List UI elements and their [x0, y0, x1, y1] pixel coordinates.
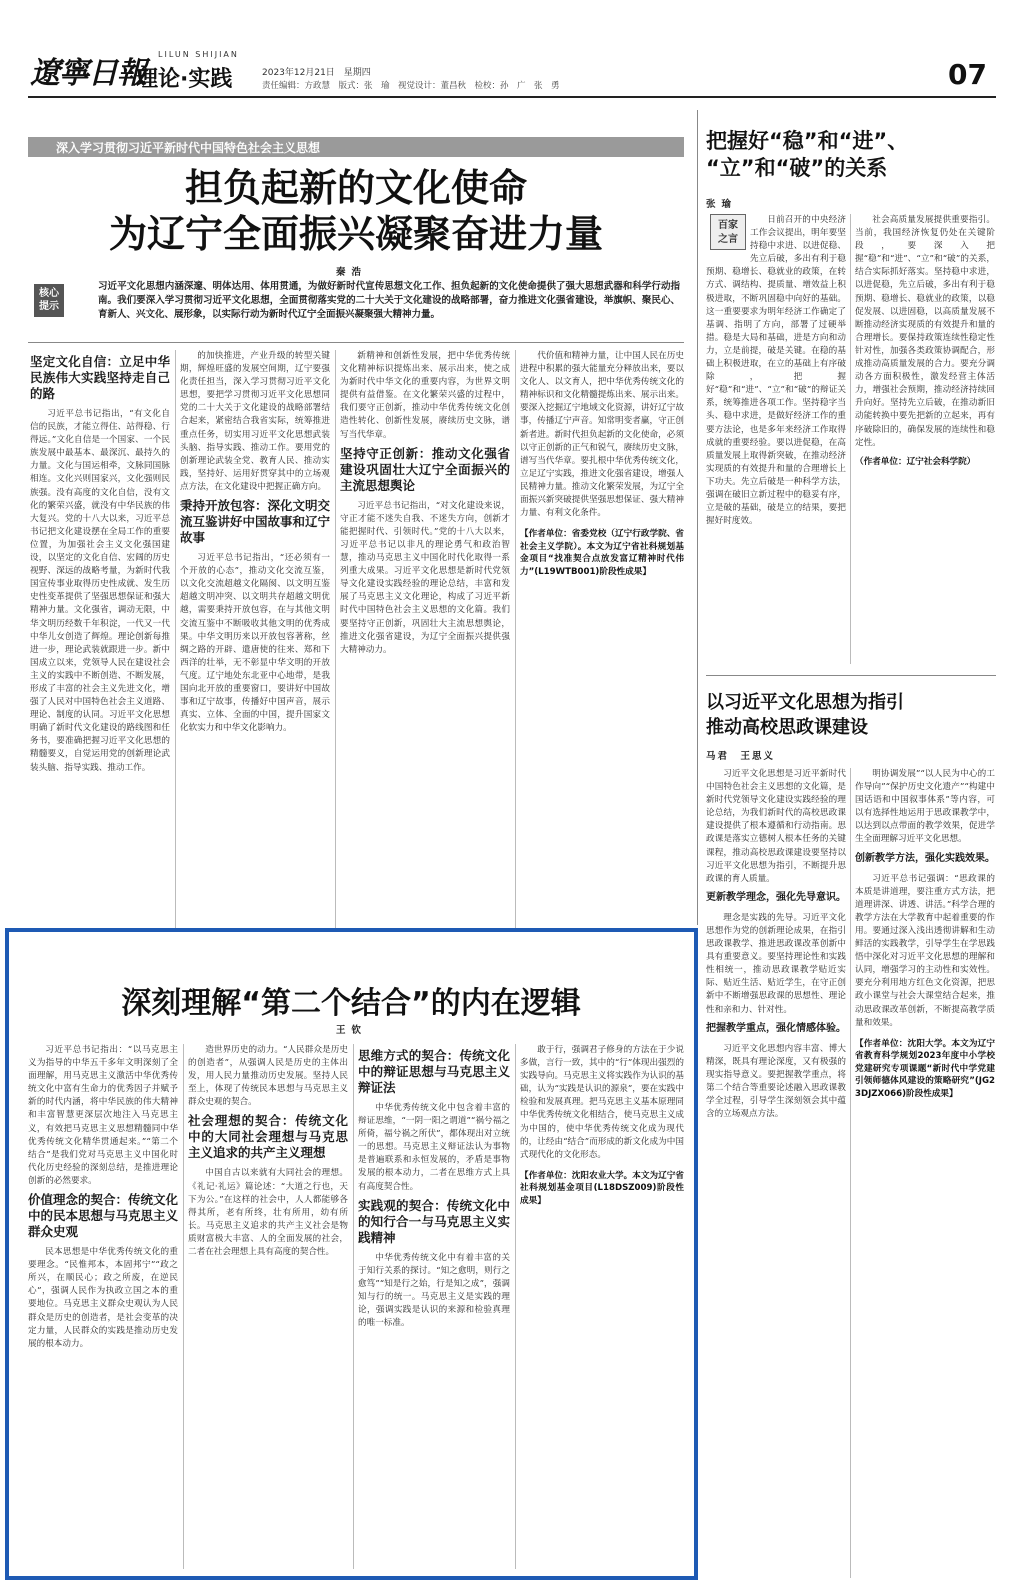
column-tag-line1: 百家 [718, 220, 738, 231]
main-col-3 [340, 350, 510, 930]
summary-rule [28, 342, 684, 343]
right-col-1 [706, 214, 846, 664]
second-col-1b-text: 民本思想是中华优秀传统文化的重要理念。“民惟邦本，本固邦宁”“政之所兴，在顺民心；政之所废，在逆民心”，强调人民作为执政立国之本的重要地位。马克思主义群众史观认为人民群众是历史的创造者，是社会变革的决定力量，人民群众的实践是推动历史发展的根本动力。 [28, 1247, 178, 1349]
second-col-3b-text: 中华优秀传统文化中有着丰富的关于知行关系的探讨。“知之愈明，则行之愈笃”“知是行之始，行是知之成”，强调知与行的统一。马克思主义是实践的理论，强调实践是认识的来源和检验真理的唯一标准。 [358, 1252, 510, 1329]
tag-spacer [706, 214, 750, 254]
right-col-1-text: 日前召开的中央经济工作会议提出，明年要坚持稳中求进、以进促稳、先立后破，多出有利于稳预期、稳增长、稳就业的政策，在转方式、调结构、提质量、增效益上积极进取，不断巩固稳中向好的基础。这一重要要求为明年经济工作确定了基调、指明了方向，部署了过硬举措。稳是大局和基础，进是方向和动力，立是前提，破是关键。在稳的基础上积极进取，在立的基础上有序破除，把握好“稳”和“进”、“立”和“破”的辩证关系，统筹推进各项工作。坚持稳字当头、稳中求进，是做好经济工作的重要方法论，也是多年来经济工作取得成就的重要经验。要以进促稳，在高质量发展上取得新突破，在推动经济实现质的有效提升和量的合理增长上下功夫。先立后破是一种科学方法，强调在破旧立新过程中的稳妥有序，立是破的基础，破是立的结果，要把握好时度效。 [706, 215, 846, 527]
second-col-2b-text: 中国自古以来就有大同社会的理想。《礼记·礼运》篇论述：“大道之行也，天下为公。”在这样的社会中，人人都能够各得其所，老有所终，壮有所用，幼有所长。马克思主义追求的共产主义社会是物质财富极大丰富、人的全面发展的社会，二者在社会理想上具有高度的契合性。 [188, 1168, 348, 1258]
right-title-line2: “立”和“破”的关系 [706, 156, 888, 180]
kicker-text: 深入学习贯彻习近平新时代中国特色社会主义思想 [56, 141, 321, 155]
right-title [706, 128, 1006, 182]
kicker-bar [28, 137, 684, 157]
divider [353, 1044, 354, 1569]
right2-col-1-text: 习近平文化思想是习近平新时代中国特色社会主义思想的文化篇，是新时代党领导文化建设实践经验的理论总结，为我们新时代的高校思政课建设提供了根本遵循和行动指南。思政课是落实立德树人根本任务的关键课程，推动高校思政课建设要坚持以习近平文化思想为指引，不断提升思政课的育人质量。 [706, 769, 846, 884]
second-col-4 [520, 1044, 684, 1569]
divider [183, 1044, 184, 1569]
right2-title-line2: 推动高校思政课建设 [706, 717, 868, 738]
second-col-1-text: 习近平总书记指出：“以马克思主义为指导的中华五千多年文明深刻了全面理解，用马克思主义激活中华优秀传统文化中富有生命力的优秀因子并赋予新的时代内涵，将中华民族的伟大精神和丰富智慧更深层次地注入马克思主义，有效把马克思主义思想精髓同中华优秀传统文化精华贯通起来。”“第二个结合”是我们党对马克思主义中国化时代化历史经验的深刻总结，是推进理论创新的必然要求。 [28, 1045, 178, 1186]
main-subhead-1: 坚定文化自信：立足中华民族伟大实践坚持走自己的路 [30, 354, 170, 401]
right-col-2-text: 社会高质量发展提供重要指引。当前，我国经济恢复仍处在关键阶段，要深入把握“稳”和“进”、“立”和“破”的关系，结合实际抓好落实。坚持稳中求进，以进促稳，先立后破，多出有利于稳预期、稳增长、稳就业的政策，以稳促发展、以进固稳，以高质量发展不断推动经济实现质的有效提升和量的合理增长。要保持政策连续性稳定性针对性，加强各类政策协调配合，形成推动高质量发展的合力。要充分调动各方面积极性，激发经营主体活力，增强社会预期，推动经济持续回升向好。坚持先立后破，在推动新旧动能转换中要先把新的立起来，再有序破除旧的，确保发展的连续性和稳定性。 [855, 215, 995, 448]
main-author: 秦浩 [336, 267, 368, 278]
right2-col-1b-text: 理念是实践的先导。习近平文化思想作为党的创新理论成果，在指引思政课教学、推进思政课改革创新中具有重要意义。要坚持理论性和实践性相统一，推动思政课教学贴近实际、贴近生活、贴近学生，在守正创新中不断增强思政课的思想性、理论性和亲和力、针对性。 [706, 912, 846, 1015]
page-divider [697, 110, 698, 925]
right2-authors: 马君 王思义 [706, 751, 776, 762]
core-tag-line2: 提示 [39, 301, 59, 312]
main-col-2a-text: 的加快推进，产业升级的转型关键期，辉煌旺盛的发展空间期，辽宁要强化责任担当，深入学习贯彻习近平文化思想，要把学习贯彻习近平文化思想同党的二十大关于文化建设的战略部署结合起来，紧密结合我省实际，统筹推进重点任务，切实用习近平文化思想武装头脑、指导实践、推动工作。要用党的创新理论武装全党、教育人民、推动实践，坚持好、运用好贯穿其中的立场观点方法，在文化建设中把握正确方向。 [180, 351, 330, 492]
section-pinyin: LILUN SHIJIAN [158, 50, 239, 59]
main-author-note: 【作者单位：省委党校（辽宁行政学院、省社会主义学院）。本文为辽宁省社科规划基金项目“找准契合点放发富辽精神时代伟力”(L19WTB001)阶段性成果】 [520, 529, 684, 577]
right2-subhead-1: 更新教学理念，强化先导意识。 [706, 891, 846, 903]
page-number: 07 [948, 58, 987, 91]
right2-col-2 [855, 768, 995, 1578]
column-tag-line2: 之言 [718, 234, 738, 245]
main-col-2b-text: 习近平总书记指出，“还必须有一个开放的心态”，推动文化交流互鉴，以文化交流超越文化隔阂、以文明互鉴超越文明冲突、以文明共存超越文明优越，需要秉持开放包容，在与其他文明交流互鉴中不断吸收其他文明的优秀成果。中华文明历来以开放包容著称，丝绸之路的开辟、遣唐使的往来、郑和下西洋的壮举，无不彰显中华文明的开放气度。辽宁地处东北亚中心地带，是我国向北开放的重要窗口，要讲好中国故事和辽宁故事，传播好中国声音，展示真实、立体、全面的中国，提升国家文化软实力和中华文化影响力。 [180, 553, 330, 734]
divider [515, 1044, 516, 1569]
divider [335, 350, 336, 930]
second-author: 王钦 [336, 1025, 368, 1036]
right-author: 张瑜 [706, 199, 738, 210]
main-col-4-text: 代价值和精神力量，让中国人民在历史进程中积累的强大能量充分释放出来，要以文化人、以文育人，把中华优秀传统文化的精神标识和文化精髓提炼出来、展示出来。要深入挖掘辽宁地域文化资源，讲好辽宁故事，传播辽宁声音。知常明变者赢，守正创新者进。新时代担负起新的文化使命，必须以守正创新的正气和锐气，赓续历史文脉，谱写当代华章。要扎根中华优秀传统文化，立足辽宁实践，推进文化强省建设，增强人民精神力量。推动文化繁荣发展，为辽宁全面振兴新突破提供坚强思想保证、强大精神力量、有利文化条件。 [520, 351, 684, 519]
second-col-3-text: 中华优秀传统文化中包含着丰富的辩证思维，“一阴一阳之谓道”“祸兮福之所倚，福兮祸之所伏”，都体现出对立统一的思想。马克思主义辩证法认为事物是普遍联系和永恒发展的，矛盾是事物发展的根本动力，二者在思维方式上具有高度契合性。 [358, 1103, 510, 1192]
second-col-1 [28, 1044, 178, 1569]
date-text: 2023年12月21日 [262, 68, 335, 78]
issue-date [262, 65, 371, 78]
right2-title-line1: 以习近平文化思想为指引 [706, 692, 904, 713]
section-title: 理论·实践 [136, 67, 233, 92]
main-col-4 [520, 350, 684, 930]
second-subhead-3: 思维方式的契合：传统文化中的辩证思想与马克思主义辩证法 [358, 1048, 510, 1095]
right2-subhead-2: 把握教学重点，强化情感体验。 [706, 1022, 846, 1034]
main-subhead-2: 秉持开放包容：深化文明交流互鉴讲好中国故事和辽宁故事 [180, 498, 330, 546]
right-section-rule [706, 675, 996, 676]
main-col-2 [180, 350, 330, 930]
main-subhead-3: 坚持守正创新：推动文化强省建设巩固壮大辽宁全面振兴的主流思想舆论 [340, 445, 510, 493]
core-summary: 习近平文化思想内涵深邃、明体达用、体用贯通，为做好新时代宣传思想文化工作、担负起新的文化使命提供了强大思想武器和科学行动指南。我们要深入学习贯彻习近平文化思想，全面贯彻落实党的二十大关于文化建设的战略部署，奋力推进文化强省建设，举旗帜、聚民心、育新人、兴文化、展形象，以实际行动为新时代辽宁全面振兴凝聚强大精神力量。 [98, 281, 680, 320]
second-subhead-2: 社会理想的契合：传统文化中的大同社会理想与马克思主义追求的共产主义理想 [188, 1113, 348, 1161]
divider [515, 350, 516, 930]
second-col-3 [358, 1044, 510, 1569]
right2-col-1c-text: 习近平文化思想内容丰富、博大精深，既具有理论深度，又有极强的现实指导意义。要把握教学重点，将第二个结合等重要论述融入思政课教学全过程，引导学生深刻领会其中蕴含的立场观点方法。 [706, 1043, 846, 1120]
second-col-2-text: 造世界历史的动力。“人民群众是历史的创造者”，从强调人民是历史的主体出发，用人民力量推动历史发展。坚持人民至上，体现了传统民本思想与马克思主义群众史观的契合。 [188, 1045, 348, 1108]
right2-col-1 [706, 768, 846, 1578]
right2-title [706, 690, 1006, 740]
second-subhead-4: 实践观的契合：传统文化中的知行合一与马克思主义实践精神 [358, 1197, 510, 1245]
second-title: 深刻理解“第二个结合”的内在逻辑 [121, 986, 581, 1021]
main-col-3b-text: 习近平总书记指出，“对文化建设来说，守正才能不迷失自我、不迷失方向，创新才能把握时代、引领时代。”党的十八大以来，习近平总书记以非凡的理论勇气和政治智慧，推动马克思主义中国化时代化取得一系列重大成果。习近平文化思想是新时代党领导文化建设实践经验的理论总结，丰富和发展了马克思主义文化理论，构成了习近平新时代中国特色社会主义思想的文化篇。我们要坚持守正创新，巩固壮大主流思想舆论，推进文化强省建设，为辽宁全面振兴提供强大精神动力。 [340, 500, 510, 655]
masthead [0, 0, 1024, 100]
main-title-line2: 为辽宁全面振兴凝聚奋进力量 [108, 212, 603, 256]
divider [850, 214, 851, 664]
editors-line: 责任编辑：方政慧 版式：张 瑜 视觉设计：董昌秋 检校：孙 广 张 勇 [262, 81, 560, 91]
main-col-3a-text: 新精神和创新性发展，把中华优秀传统文化精神标识提炼出来、展示出来，使之成为新时代中华文化的重要内容，为世界文明提供有益借鉴。在文化繁荣兴盛的过程中，我们要守正创新，推动中华优秀传统文化创造性转化、创新性发展，赓续历史文脉，谱写当代华章。 [340, 351, 510, 440]
second-author-note: 【作者单位：沈阳农业大学。本文为辽宁省社科规划基金项目(L18DSZ009)阶段性成果】 [520, 1170, 684, 1206]
main-title-line1: 担负起新的文化使命 [184, 166, 527, 210]
right2-subhead-3: 创新教学方法，强化实践效果。 [855, 852, 995, 864]
second-col-2 [188, 1044, 348, 1569]
main-col-1-text: 习近平总书记指出，“有文化自信的民族，才能立得住、站得稳、行得远。”文化自信是一个国家、一个民族发展中最基本、最深沉、最持久的力量。文化与国运相牵，文脉同国脉相连。文化兴则国家兴，文化强则民族强。没有高度的文化自信，没有文化的繁荣兴盛，就没有中华民族的伟大复兴。党的十八大以来，习近平总书记把文化建设摆在全局工作的重要位置，为加强社会主义文化强国建设，以坚定的文化自信、宏阔的历史视野、深远的战略考量，为新时代我国宣传事业取得历史性成就、发生历史性变革提供了坚强思想保证和强大精神力量。文化强省，调动无限，中华文明历经数千年积淀，一代又一代中华儿女创造了辉煌。理论创新每推进一步，理论武装就跟进一步。新中国成立以来，党领导人民在建设社会主义的实践中不断创造、不断发展，形成了丰富的社会主义先进文化，增强了人民对中国特色社会主义道路、理论、制度的认同。习近平文化思想明确了新时代文化建设的路线图和任务书，要准确把握习近平文化思想的精髓要义，自觉运用党的创新理论武装头脑、指导实践、推动工作。 [30, 409, 170, 773]
right-author-note: （作者单位：辽宁社会科学院） [855, 456, 976, 467]
right-title-line1: 把握好“稳”和“进”、 [706, 129, 909, 153]
main-col-1 [30, 350, 170, 930]
right-col-2 [855, 214, 995, 664]
masthead-rule [28, 96, 996, 98]
right2-col-2b-text: 习近平总书记强调：“思政课的本质是讲道理，要注重方式方法，把道理讲深、讲透、讲活。”科学合理的教学方法在大学教育中起着重要的作用。要通过深入浅出透彻讲解和生动鲜活的实践教学，引导学生在学思践悟中深化对习近平文化思想的理解和认同，增强学习的主动性和实效性。要充分利用地方红色文化资源，把思政小课堂与社会大课堂结合起来，推动思政课改革创新，不断提高教学质量和效果。 [855, 873, 995, 1028]
divider [850, 768, 851, 1578]
core-tag-line1: 核心 [39, 288, 59, 299]
second-subhead-1: 价值理念的契合：传统文化中的民本思想与马克思主义群众史观 [28, 1192, 178, 1240]
divider [175, 350, 176, 930]
right2-col-2-text: 明协调发展”“以人民为中心的工作导向”“保护历史文化遗产”“构建中国话语和中国叙事体系”等内容，可以有选择性地运用于思政课教学中，以达到以点带面的教学效果，促进学生全面理解习近平文化思想。 [855, 769, 995, 845]
newspaper-logo: 遼寧日報 [30, 56, 146, 91]
core-tag [34, 284, 64, 317]
main-title [28, 165, 684, 257]
right2-author-note: 【作者单位：沈阳大学。本文为辽宁省教育科学规划2023年度中小学校党建研究专项课题“新时代中学党建引领师德体风建设的策略研究”(JG23DJZX066)阶段性成果】 [855, 1038, 995, 1099]
second-col-4-text: 敢于行，强调君子修身的方法在于少说多做，言行一致，其中的“行”体现出强烈的实践导向。马克思主义将实践作为认识的基础，认为“实践是认识的源泉”，要在实践中检验和发展真理。把马克思主义基本原理同中华优秀传统文化相结合，使马克思主义成为中国的，使中华优秀传统文化成为现代的，让经由“结合”而形成的新文化成为中国式现代化的文化形态。 [520, 1045, 684, 1160]
weekday-text: 星期四 [343, 68, 371, 78]
